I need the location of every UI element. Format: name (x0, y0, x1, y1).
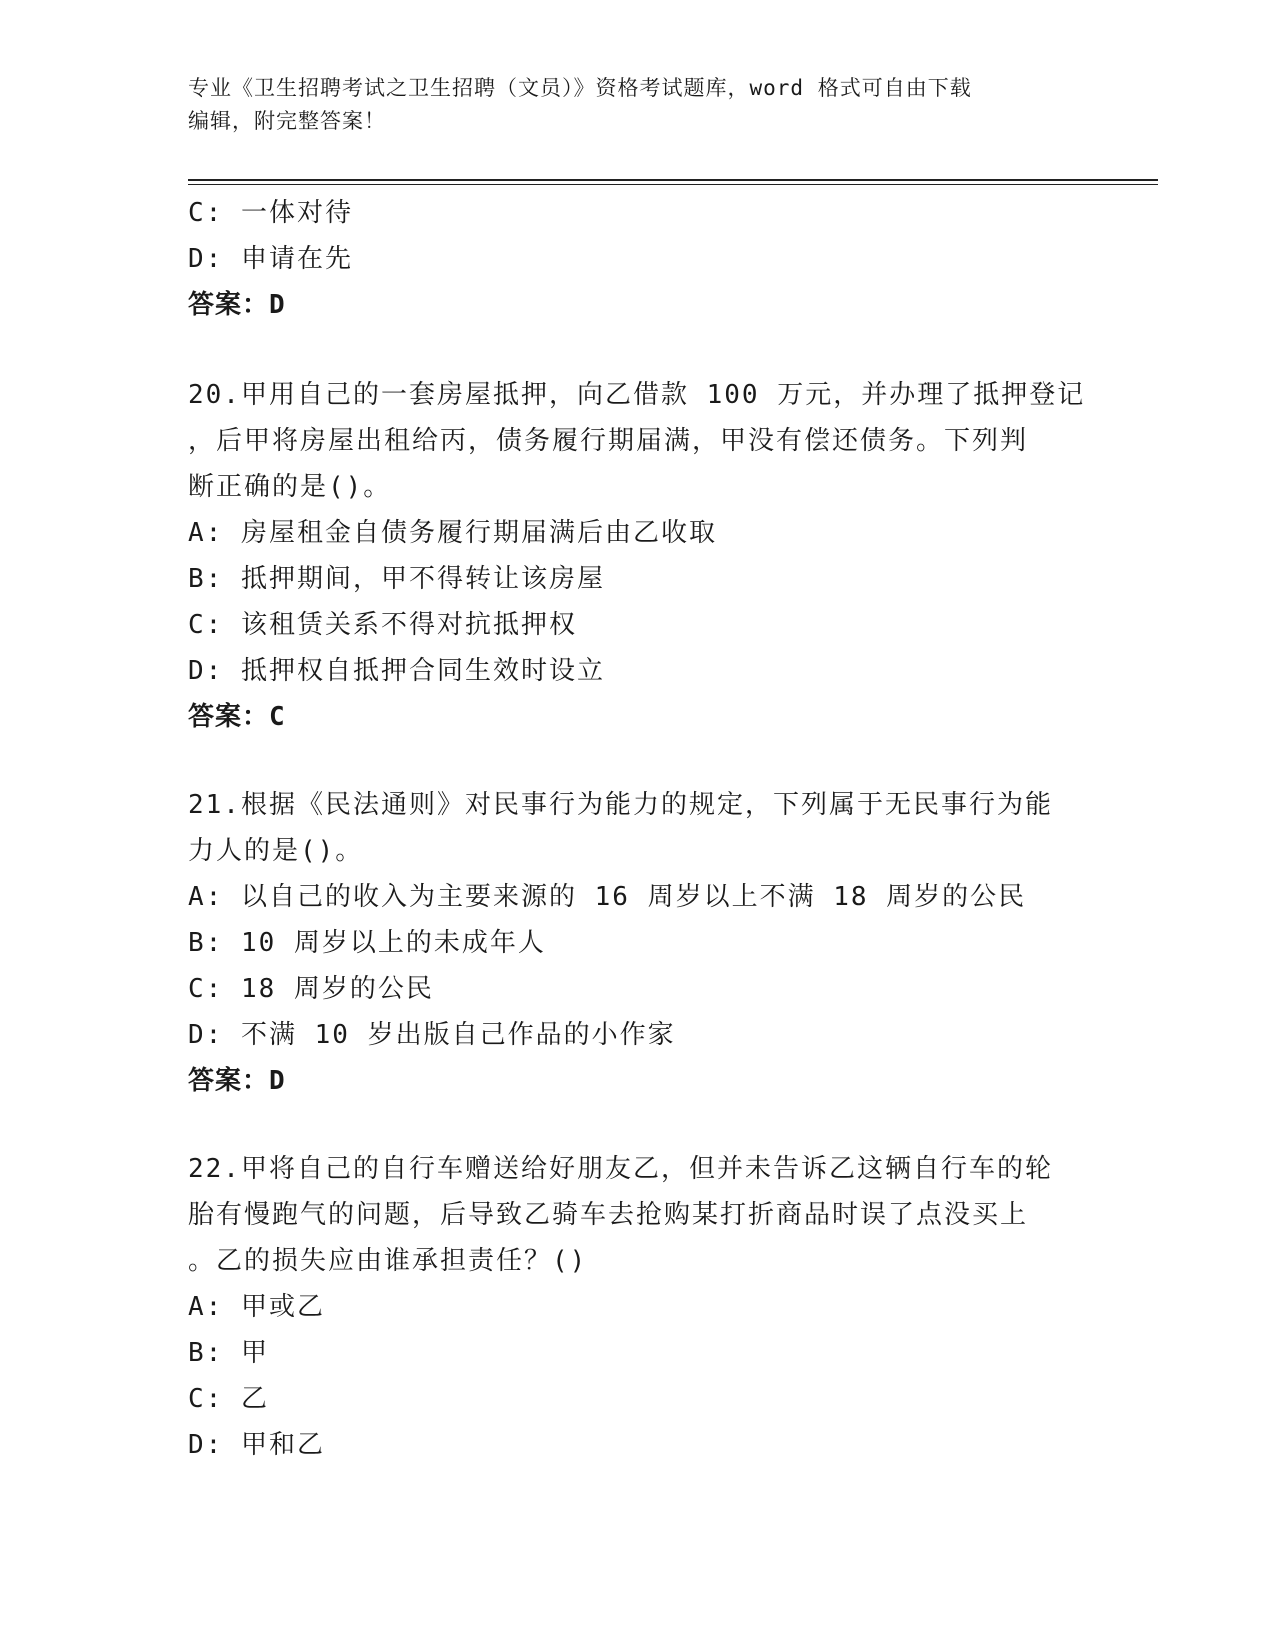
option-c: C: 乙 (188, 1384, 269, 1414)
document-body (188, 190, 1088, 1468)
option-b: B: 抵押期间，甲不得转让该房屋 (188, 564, 605, 594)
answer-line: 答案：C (188, 702, 286, 732)
option-d: D: 不满 10 岁出版自己作品的小作家 (188, 1020, 676, 1050)
option-b: B: 甲 (188, 1338, 269, 1368)
option-a: A: 甲或乙 (188, 1292, 325, 1322)
option-d: D: 申请在先 (188, 244, 353, 274)
option-a: A: 房屋租金自债务履行期届满后由乙收取 (188, 518, 717, 548)
option-d: D: 抵押权自抵押合同生效时设立 (188, 656, 605, 686)
question-stem-line: 力人的是()。 (188, 836, 364, 866)
header-line-1: 专业《卫生招聘考试之卫生招聘（文员）》资格考试题库，word 格式可自由下载 (188, 76, 972, 100)
question-stem-line: 。乙的损失应由谁承担责任？() (188, 1246, 588, 1276)
question-stem-line: ，后甲将房屋出租给丙，债务履行期届满，甲没有偿还债务。下列判 (188, 426, 1029, 456)
prev-question (188, 190, 1088, 328)
option-c: C: 一体对待 (188, 198, 353, 228)
option-c: C: 18 周岁的公民 (188, 974, 434, 1004)
header-rule-thin (188, 184, 1158, 185)
page-header (188, 72, 1068, 138)
question-stem-line: 21.根据《民法通则》对民事行为能力的规定，下列属于无民事行为能 (188, 790, 1053, 820)
header-line-2: 编辑，附完整答案！ (188, 109, 386, 133)
question-22 (188, 1146, 1088, 1468)
answer-line: 答案：D (188, 290, 286, 320)
question-stem-line: 20.甲用自己的一套房屋抵押，向乙借款 100 万元，并办理了抵押登记 (188, 380, 1086, 410)
question-20 (188, 372, 1088, 740)
answer-line: 答案：D (188, 1066, 286, 1096)
option-c: C: 该租赁关系不得对抗抵押权 (188, 610, 577, 640)
question-stem-line: 22.甲将自己的自行车赠送给好朋友乙，但并未告诉乙这辆自行车的轮 (188, 1154, 1053, 1184)
question-21 (188, 782, 1088, 1104)
option-b: B: 10 周岁以上的未成年人 (188, 928, 546, 958)
question-stem-line: 断正确的是()。 (188, 472, 392, 502)
option-a: A: 以自己的收入为主要来源的 16 周岁以上不满 18 周岁的公民 (188, 882, 1027, 912)
question-stem-line: 胎有慢跑气的问题，后导致乙骑车去抢购某打折商品时误了点没买上 (188, 1200, 1029, 1230)
header-rule-thick (188, 179, 1158, 181)
option-d: D: 甲和乙 (188, 1430, 325, 1460)
